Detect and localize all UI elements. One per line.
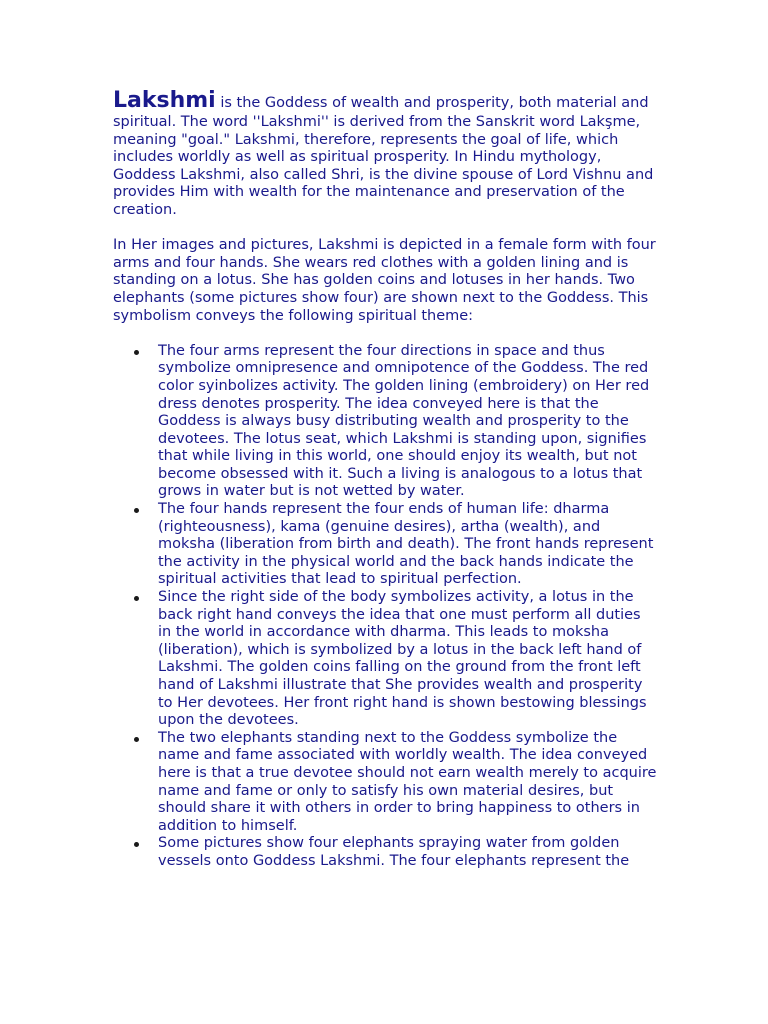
document-title: Lakshmi [113, 88, 216, 113]
list-item-text: The two elephants standing next to the Goddess symbolize the name and fame associated with worldly wealth. The idea conveyed here is that a true devotee should not earn wealth merely to acquire name and fame or only to satisfy his own material desires, but should share it with others in order to bring happiness to others in addition to himself. [158, 729, 657, 834]
list-item-text: The four arms represent the four directions in space and thus symbolize omnipresence and omnipotence of the Goddess. The red color syinbolizes activity. The golden lining (embroidery) on Her red dress denotes prosperity. The idea conveyed here is that the Goddess is always busy distributing wealth and prosperity to the devotees. The lotus seat, which Lakshmi is standing upon, signifies that while living in this world, one should enjoy its wealth, but not become obsessed with it. Such a living is analogous to a lotus that grows in water but is not wetted by water. [158, 342, 650, 500]
bullet-icon [134, 350, 139, 355]
bullet-icon [134, 596, 139, 601]
bullet-icon [134, 737, 139, 742]
document-body [113, 88, 658, 871]
intro-text: is the Goddess of wealth and prosperity, both material and spiritual. The word ''Lakshmi'' is derived from the Sanskrit word Lakşme, meaning "goal." Lakshmi, therefore, represents the goal of life, which includes worldly as well as spiritual prosperity. In Hindu mythology, Goddess Lakshmi, also called Shri, is the divine spouse of Lord Vishnu and provides Him with wealth for the maintenance and preservation of the creation. [113, 95, 654, 218]
list-item-text: Since the right side of the body symbolizes activity, a lotus in the back right hand conveys the idea that one must perform all duties in the world in accordance with dharma. This leads to moksha (liberation), which is symbolized by a lotus in the back left hand of Lakshmi. The golden coins falling on the ground from the front left hand of Lakshmi illustrate that She provides wealth and prosperity to Her devotees. Her front right hand is shown bestowing blessings upon the devotees. [158, 589, 647, 729]
symbolism-paragraph: In Her images and pictures, Lakshmi is depicted in a female form with four arms and four hands. She wears red clothes with a golden lining and is standing on a lotus. She has golden coins and lotuses in her hands. Two elephants (some pictures show four) are shown next to the Goddess. This symbolism conveys the following spiritual theme: [113, 237, 656, 324]
bullet-icon [134, 508, 139, 513]
symbolism-list [113, 343, 658, 871]
list-item-text: Some pictures show four elephants spraying water from golden vessels onto Goddess Lakshmi. The four elephants represent the [158, 835, 630, 869]
list-item [113, 501, 658, 589]
list-item [113, 589, 658, 730]
bullet-icon [134, 842, 139, 847]
list-item [113, 835, 658, 870]
list-item-text: The four hands represent the four ends of human life: dharma (righteousness), kama (genuine desires), artha (wealth), and moksha (liberation from birth and death). The front hands represent the activity in the physical world and the back hands indicate the spiritual activities that lead to spiritual perfection. [158, 501, 654, 588]
intro-paragraph [113, 88, 658, 220]
list-item [113, 343, 658, 501]
list-item [113, 730, 658, 836]
